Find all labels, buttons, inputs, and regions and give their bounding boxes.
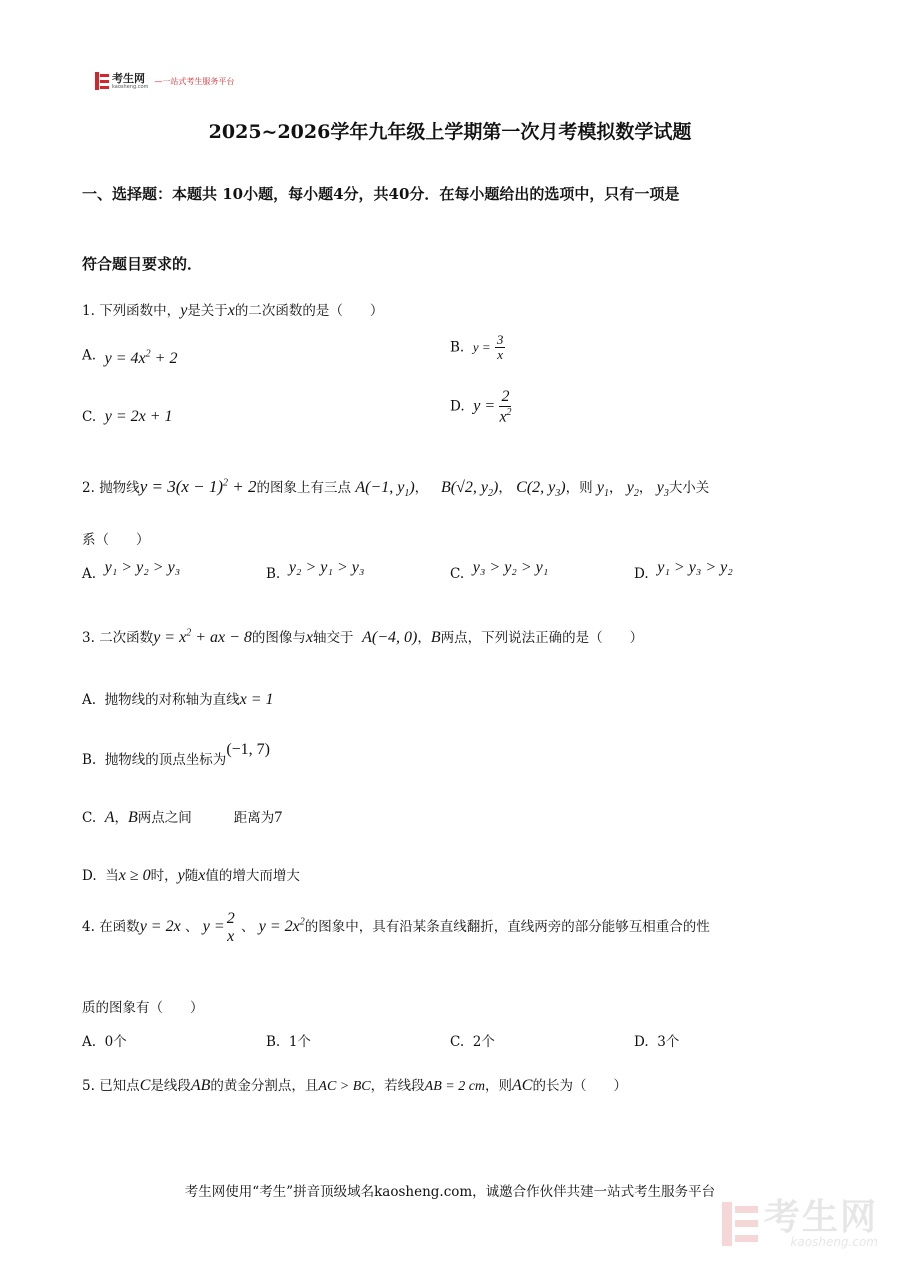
question-3-stem: 3. 二次函数$y = x^2$ + ax − 8的图像与x轴交于 A(−4, 0)，B两点，下列说法正确的是（ ）	[82, 627, 644, 646]
q3-option-c[interactable]: C. A，B两点之间 距离为7	[82, 809, 283, 826]
question-5-stem: 5. 已知点C是线段AB的黄金分割点，且AC > BC，若线段AB = 2 cm，则AC的长为（ ）	[82, 1077, 627, 1094]
q3-option-b[interactable]: B. 抛物线的顶点坐标为(−1, 7)	[82, 741, 270, 768]
question-4-stem-line2: 质的图象有（ ）	[82, 1000, 204, 1016]
section-heading-line1: 一、选择题：本题共 10小题，每小题4分，共40分．在每小题给出的选项中，只有一项是	[82, 185, 680, 203]
q2-option-c[interactable]: C. y₃ > y₂ > y₁	[450, 559, 549, 582]
section-heading-line2: 符合题目要求的．	[82, 255, 203, 273]
q1-option-d[interactable]: D. y = $\frac{2}{x^2}$	[450, 388, 512, 425]
q4-option-d[interactable]: D. 3个	[634, 1034, 680, 1050]
q2-option-a[interactable]: A. y₁ > y₂ > y₃	[82, 559, 181, 582]
q3-option-a[interactable]: A. 抛物线的对称轴为直线x = 1	[82, 691, 274, 708]
footer-text: 考生网使用“考生”拼音顶级域名kaosheng.com，诚邀合作伙伴共建一站式考生服务平台	[184, 1184, 716, 1200]
logo-slogan: —一站式考生服务平台	[154, 76, 235, 86]
q2-option-b[interactable]: B. y₂ > y₁ > y₃	[266, 559, 365, 582]
q1-option-a[interactable]: A. $y = 4x^2 + 2$	[82, 347, 178, 368]
question-2-stem: 2. 抛物线$y = 3(x - 1)^2 + 2$的图象上有三点 A(−1, $y_1$)， B(√2, $y_2$)， C(2, $y_3$)，则 $y_1$， $y_2$， $y_3$大小关	[82, 477, 710, 500]
kaosheng-logo-icon	[95, 72, 109, 90]
watermark	[722, 1197, 878, 1249]
q4-option-c[interactable]: C. 2个	[450, 1034, 495, 1050]
q2-option-d[interactable]: D. y₁ > y₃ > y₂	[634, 559, 733, 582]
question-1-stem: 1. 下列函数中，y是关于x的二次函数的是（ ）	[82, 302, 384, 319]
q1-option-c[interactable]: C. y = 2x + 1	[82, 408, 173, 425]
page-title: 2025~2026学年九年级上学期第一次月考模拟数学试题	[208, 121, 692, 143]
q4-option-a[interactable]: A. 0个	[82, 1034, 127, 1050]
q1-option-b[interactable]: B. y = $\frac{3}{x}$	[450, 332, 504, 363]
question-2-stem-line2: 系（ ）	[82, 532, 150, 548]
watermark-name: 考生网	[763, 1197, 878, 1238]
logo-domain: kaosheng.com	[112, 83, 149, 90]
q3-option-d[interactable]: D. 当x ≥ 0时，y随x值的增大而增大	[82, 867, 300, 884]
question-4-stem: 4. 在函数y = 2x 、 y = 2 x 、 $y = 2x^2$的图象中，具有沿某条直线翻折，直线两旁的部分能够互相重合的性	[82, 910, 710, 945]
watermark-logo-icon	[722, 1202, 758, 1246]
watermark-domain: kaosheng.com	[790, 1235, 878, 1249]
logo-name: 考生网	[112, 71, 145, 85]
q4-option-b[interactable]: B. 1个	[266, 1034, 311, 1050]
header-logo	[95, 72, 234, 90]
